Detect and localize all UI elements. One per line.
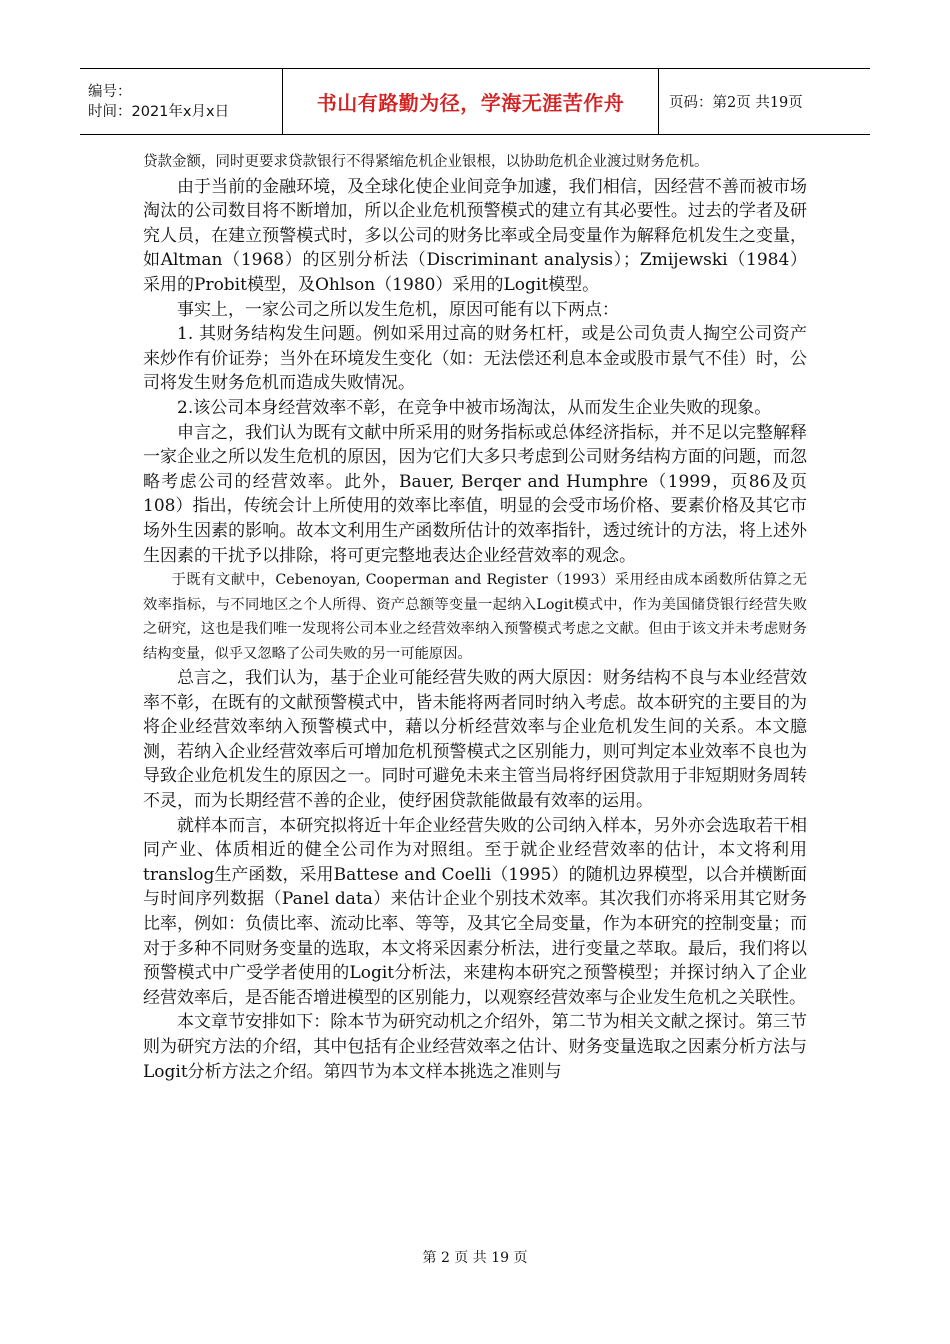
header-page-cell <box>659 69 870 134</box>
paragraph: 贷款金额，同时更要求贷款银行不得紧缩危机企业银根，以协助危机企业渡过财务危机。 <box>143 154 709 170</box>
header-page-number: 页码：第2页 共19页 <box>669 95 803 111</box>
paragraph: 总言之，我们认为，基于企业可能经营失败的两大原因：财务结构不良与本业经营效率不彰，在既有的文献预警模式中，皆未能将两者同时纳入考虑。故本研究的主要目的为将企业经营效率纳入预警模式中，藉以分析经营效率与企业危机发生间的关系。本文臆测，若纳入企业经营效率后可增加危机预警模式之区别能力，则可判定本业效率不良也为导致企业危机发生的原因之一。同时可避免未来主管当局将纾困贷款用于非短期财务周转不灵，而为长期经营不善的企业，使纾困贷款能做最有效率的运用。 <box>143 668 807 812</box>
paragraph: 本文章节安排如下：除本节为研究动机之介绍外，第二节为相关文献之探讨。第三节则为研究方法的介绍，其中包括有企业经营效率之估计、财务变量选取之因素分析方法与Logit分析方法之介绍。第四节为本文样本挑选之准则与 <box>143 1012 807 1082</box>
paragraph: 就样本而言，本研究拟将近十年企业经营失败的公司纳入样本，另外亦会选取若干相同产业、体质相近的健全公司作为对照组。至于就企业经营效率的估计，本文将利用translog生产函数，采用Battese and Coelli（1995）的随机边界模型，以合并横断面与时间序列数据（Panel data）来估计企业个别技术效率。其次我们亦将采用其它财务比率，例如：负债比率、流动比率、等等，及其它全局变量，作为本研究的控制变量；而对于多种不同财务变量的选取，本文将采因素分析法，进行变量之萃取。最后，我们将以预警模式中广受学者使用的Logit分析法，来建构本研究之预警模型；并探讨纳入了企业经营效率后，是否能否增进模型的区别能力，以观察经营效率与企业发生危机之关联性。 <box>143 815 807 1008</box>
paragraph: 申言之，我们认为既有文献中所采用的财务指标或总体经济指标，并不足以完整解释一家企业之所以发生危机的原因，因为它们大多只考虑到公司财务结构方面的问题，而忽略考虑公司的经营效率。此外，Bauer, Berqer and Humphre（1999，页86及页108）指出，传统会计上所使用的效率比率值，明显的会受市场价格、要素价格及其它市场外生因素的影响。故本文利用生产函数所估计的效率指针，透过统计的方法，将上述外生因素的干扰予以排除，将可更完整地表达企业经营效率的观念。 <box>143 422 807 566</box>
page-header <box>80 68 870 135</box>
document-number-label: 编号： <box>88 83 132 100</box>
header-motto-cell <box>282 69 659 134</box>
paragraph: 于既有文献中，Cebenoyan, Cooperman and Register（1993）采用经由成本函数所估算之无效率指标，与不同地区之个人所得、资产总额等变量一起纳入Logit模式中，作为美国储贷银行经营失败之研究，这也是我们唯一发现将公司本业之经营效率纳入预警模式考虑之文献。但由于该文并未考虑财务结构变量，似乎又忽略了公司失败的另一可能原因。 <box>143 572 807 662</box>
paragraph: 1. 其财务结构发生问题。例如采用过高的财务杠杆，或是公司负责人掏空公司资产来炒作有价证券；当外在环境发生变化（如：无法偿还利息本金或股市景气不佳）时，公司将发生财务危机而造成失败情况。 <box>143 324 807 394</box>
header-meta <box>80 69 282 134</box>
paragraph: 事实上，一家公司之所以发生危机，原因可能有以下两点： <box>177 299 619 320</box>
document-body <box>143 150 807 1084</box>
paragraph: 2.该公司本身经营效率不彰，在竞争中被市场淘汰，从而发生企业失败的现象。 <box>177 397 772 418</box>
paragraph: 由于当前的金融环境，及全球化使企业间竞争加遽，我们相信，因经营不善而被市场淘汰的公司数目将不断增加，所以企业危机预警模式的建立有其必要性。过去的学者及研究人员，在建立预警模式时，多以公司的财务比率或全局变量作为解释危机发生之变量，如Altman（1968）的区别分析法（Discriminant analysis）；Zmijewski（1984）采用的Probit模型，及Ohlson（1980）采用的Logit模型。 <box>143 176 807 295</box>
document-time-label: 时间：2021年x月x日 <box>88 103 230 120</box>
page-footer: 第 2 页 共 19 页 <box>422 1250 528 1266</box>
header-motto: 书山有路勤为径，学海无涯苦作舟 <box>316 91 625 115</box>
